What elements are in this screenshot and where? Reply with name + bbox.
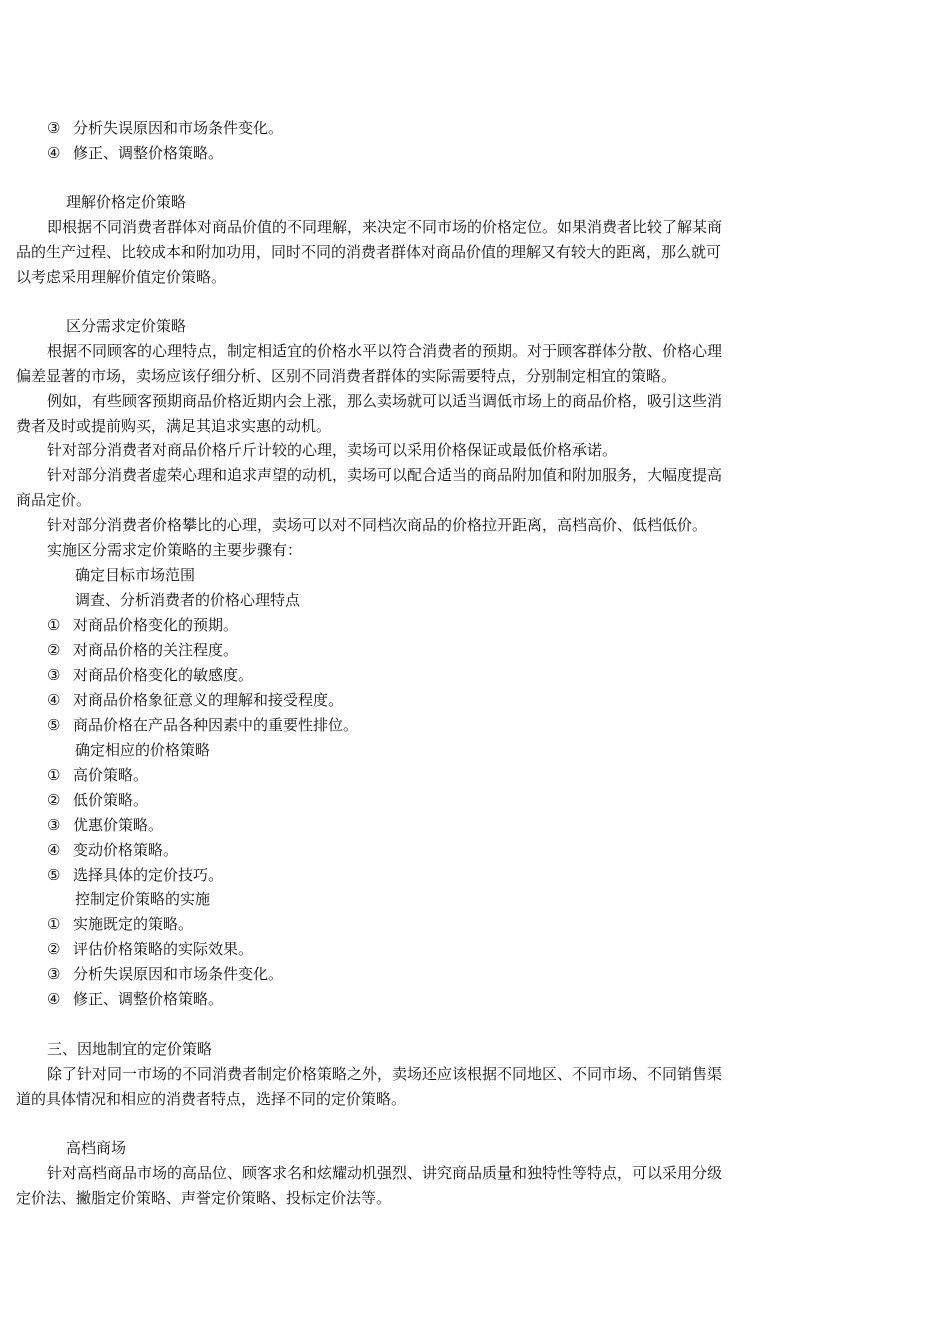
paragraph-line: 针对高档商品市场的高品位、顾客求名和炫耀动机强烈、讲究商品质量和独特性等特点，可以采用分级 [47, 1164, 723, 1182]
list-number: ① [47, 766, 61, 784]
list-text: 低价策略。 [73, 791, 149, 809]
list-number: ① [47, 915, 61, 933]
list-text: 评估价格策略的实际效果。 [73, 940, 254, 958]
list-item [47, 840, 178, 860]
paragraph-line: 针对部分消费者价格攀比的心理，卖场可以对不同档次商品的价格拉开距离，高档高价、低档低价。 [47, 516, 708, 534]
list-text: 商品价格在产品各种因素中的重要性排位。 [73, 716, 359, 734]
list-item [47, 615, 238, 635]
paragraph-line: 实施区分需求定价策略的主要步骤有： [47, 541, 303, 559]
paragraph-line: 费者及时或提前购买，满足其追求实惠的动机。 [16, 417, 332, 435]
paragraph-line: 品的生产过程、比较成本和附加功用，同时不同的消费者群体对商品价值的理解又有较大的距离，那么就可 [16, 243, 722, 261]
paragraph-line: 根据不同顾客的心理特点，制定相适宜的价格水平以符合消费者的预期。对于顾客群体分散、价格心理 [47, 342, 723, 360]
list-text: 实施既定的策略。 [73, 915, 194, 933]
list-item [47, 964, 283, 984]
list-number: ② [47, 791, 61, 809]
list-text: 选择具体的定价技巧。 [73, 866, 224, 884]
list-number: ⑤ [47, 716, 61, 734]
paragraph-line: 商品定价。 [16, 491, 92, 509]
list-number: ④ [47, 691, 61, 709]
list-number: ④ [47, 841, 61, 859]
step-heading: 控制定价策略的实施 [75, 890, 211, 908]
list-number: ④ [47, 990, 61, 1008]
section-heading-understanding: 理解价格定价策略 [66, 193, 187, 211]
list-number: ③ [47, 119, 61, 137]
list-item [47, 715, 358, 735]
paragraph-line: 以考虑采用理解价值定价策略。 [16, 268, 227, 286]
list-number: ③ [47, 816, 61, 834]
list-item [47, 690, 343, 710]
list-item [47, 815, 163, 835]
list-text: 对商品价格象征意义的理解和接受程度。 [73, 691, 344, 709]
step-heading: 确定相应的价格策略 [75, 741, 211, 759]
list-text: 对商品价格变化的敏感度。 [73, 666, 254, 684]
step-heading: 确定目标市场范围 [75, 566, 196, 584]
list-text: 对商品价格的关注程度。 [73, 641, 239, 659]
list-item [47, 790, 148, 810]
list-text: 修正、调整价格策略。 [73, 144, 224, 162]
paragraph-line: 道的具体情况和相应的消费者特点，选择不同的定价策略。 [16, 1090, 407, 1108]
section-heading-highend: 高档商场 [66, 1139, 127, 1157]
list-number: ④ [47, 144, 61, 162]
list-item [47, 939, 253, 959]
list-item [47, 914, 193, 934]
list-item [47, 640, 238, 660]
list-number: ② [47, 940, 61, 958]
section-heading-demand: 区分需求定价策略 [66, 317, 187, 335]
list-text: 变动价格策略。 [73, 841, 179, 859]
step-heading: 调查、分析消费者的价格心理特点 [75, 591, 301, 609]
list-text: 分析失误原因和市场条件变化。 [73, 965, 284, 983]
paragraph-line: 偏差显著的市场，卖场应该仔细分析、区别不同消费者群体的实际需要特点，分别制定相宜的策略。 [16, 367, 677, 385]
list-text: 高价策略。 [73, 766, 149, 784]
list-item [47, 665, 253, 685]
paragraph-line: 例如，有些顾客预期商品价格近期内会上涨，那么卖场就可以适当调低市场上的商品价格，吸引这些消 [47, 392, 723, 410]
list-text: 优惠价策略。 [73, 816, 164, 834]
list-number: ① [47, 616, 61, 634]
list-item [47, 118, 283, 138]
list-number: ③ [47, 666, 61, 684]
paragraph-line: 定价法、撇脂定价策略、声誉定价策略、投标定价法等。 [16, 1189, 392, 1207]
list-number: ⑤ [47, 866, 61, 884]
list-number: ③ [47, 965, 61, 983]
paragraph-line: 除了针对同一市场的不同消费者制定价格策略之外，卖场还应该根据不同地区、不同市场、不同销售渠 [47, 1065, 723, 1083]
list-text: 分析失误原因和市场条件变化。 [73, 119, 284, 137]
section-heading-location: 三、因地制宜的定价策略 [47, 1040, 213, 1058]
list-item [47, 143, 223, 163]
list-item [47, 989, 223, 1009]
list-item [47, 765, 148, 785]
paragraph-line: 针对部分消费者虚荣心理和追求声望的动机，卖场可以配合适当的商品附加值和附加服务，大幅度提高 [47, 466, 723, 484]
list-item [47, 865, 223, 885]
list-text: 修正、调整价格策略。 [73, 990, 224, 1008]
list-text: 对商品价格变化的预期。 [73, 616, 239, 634]
list-number: ② [47, 641, 61, 659]
paragraph-line: 即根据不同消费者群体对商品价值的不同理解，来决定不同市场的价格定位。如果消费者比较了解某商 [47, 218, 723, 236]
paragraph-line: 针对部分消费者对商品价格斤斤计较的心理，卖场可以采用价格保证或最低价格承诺。 [47, 441, 618, 459]
